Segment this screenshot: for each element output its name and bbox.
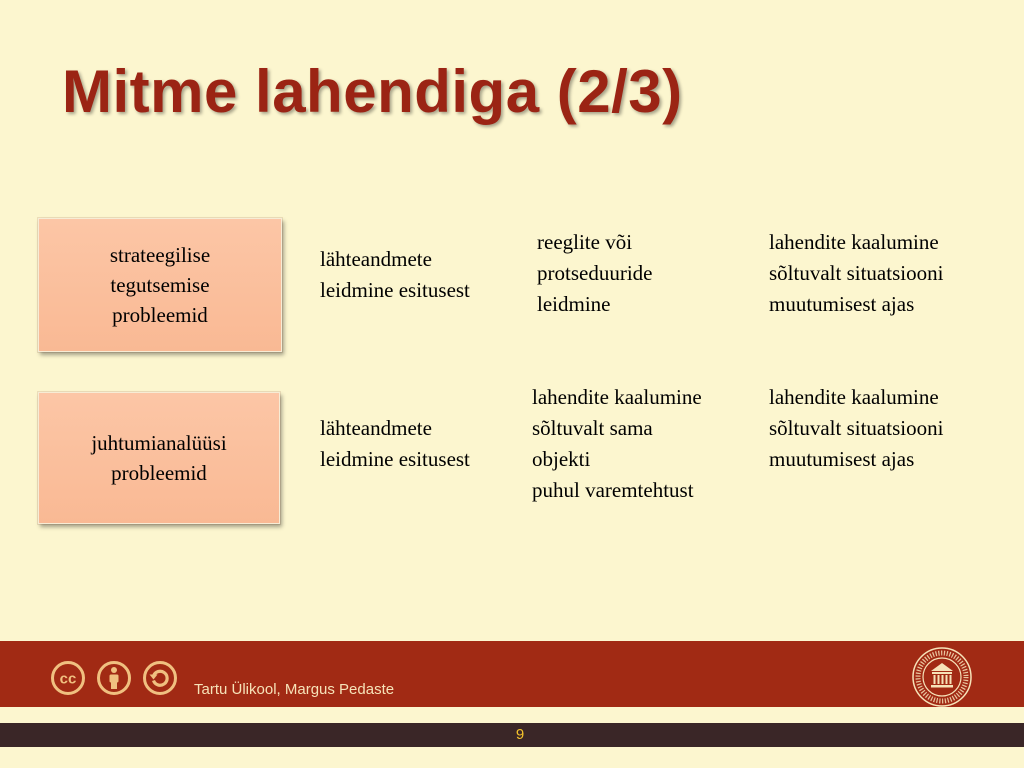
row1-box-line: strateegilise: [109, 243, 211, 267]
text-line: lahendite kaalumine: [769, 385, 939, 409]
row1-box-line: probleemid: [112, 303, 208, 327]
svg-text:cc: cc: [59, 670, 77, 688]
text-line: muutumisest ajas: [769, 292, 915, 316]
text-line: sõltuvalt situatsiooni: [769, 416, 944, 440]
share-alike-icon: [142, 660, 178, 696]
row2-col1-text: [320, 413, 470, 475]
text-line: leidmine esitusest: [320, 447, 470, 471]
footer-credit: Tartu Ülikool, Margus Pedaste: [194, 681, 395, 698]
text-line: lahendite kaalumine: [769, 230, 939, 254]
text-line: puhul varemtehtust: [532, 478, 694, 502]
row1-col1-text: [320, 244, 470, 306]
text-line: leidmine: [537, 292, 611, 316]
row2-box-line: juhtumianalüüsi: [91, 431, 227, 455]
text-line: reeglite või: [537, 230, 633, 254]
row1-box-line: tegutsemise: [110, 273, 210, 297]
row1-col2-text: [537, 227, 652, 320]
bottom-strip: [0, 747, 1024, 768]
text-line: sõltuvalt sama: [532, 416, 653, 440]
text-line: sõltuvalt situatsiooni: [769, 261, 944, 285]
row1-category-box: [38, 218, 282, 352]
cc-icon: [50, 660, 86, 696]
footer-divider: [0, 707, 1024, 723]
row1-col3-text: [769, 227, 943, 320]
text-line: lähteandmete: [320, 416, 432, 440]
text-line: protseduuride: [537, 261, 653, 285]
slide-title: Mitme lahendiga (2/3): [62, 58, 683, 125]
row2-col2-text: [532, 382, 702, 506]
text-line: muutumisest ajas: [769, 447, 915, 471]
text-line: lähteandmete: [320, 247, 432, 271]
row2-box-line: probleemid: [111, 461, 207, 485]
page-number: 9: [515, 726, 525, 743]
university-seal-icon: [911, 646, 973, 708]
text-line: lahendite kaalumine: [532, 385, 702, 409]
row2-col3-text: [769, 382, 943, 475]
text-line: objekti: [532, 447, 591, 471]
attribution-icon: [96, 660, 132, 696]
text-line: leidmine esitusest: [320, 278, 470, 302]
row2-category-box: [38, 392, 280, 524]
